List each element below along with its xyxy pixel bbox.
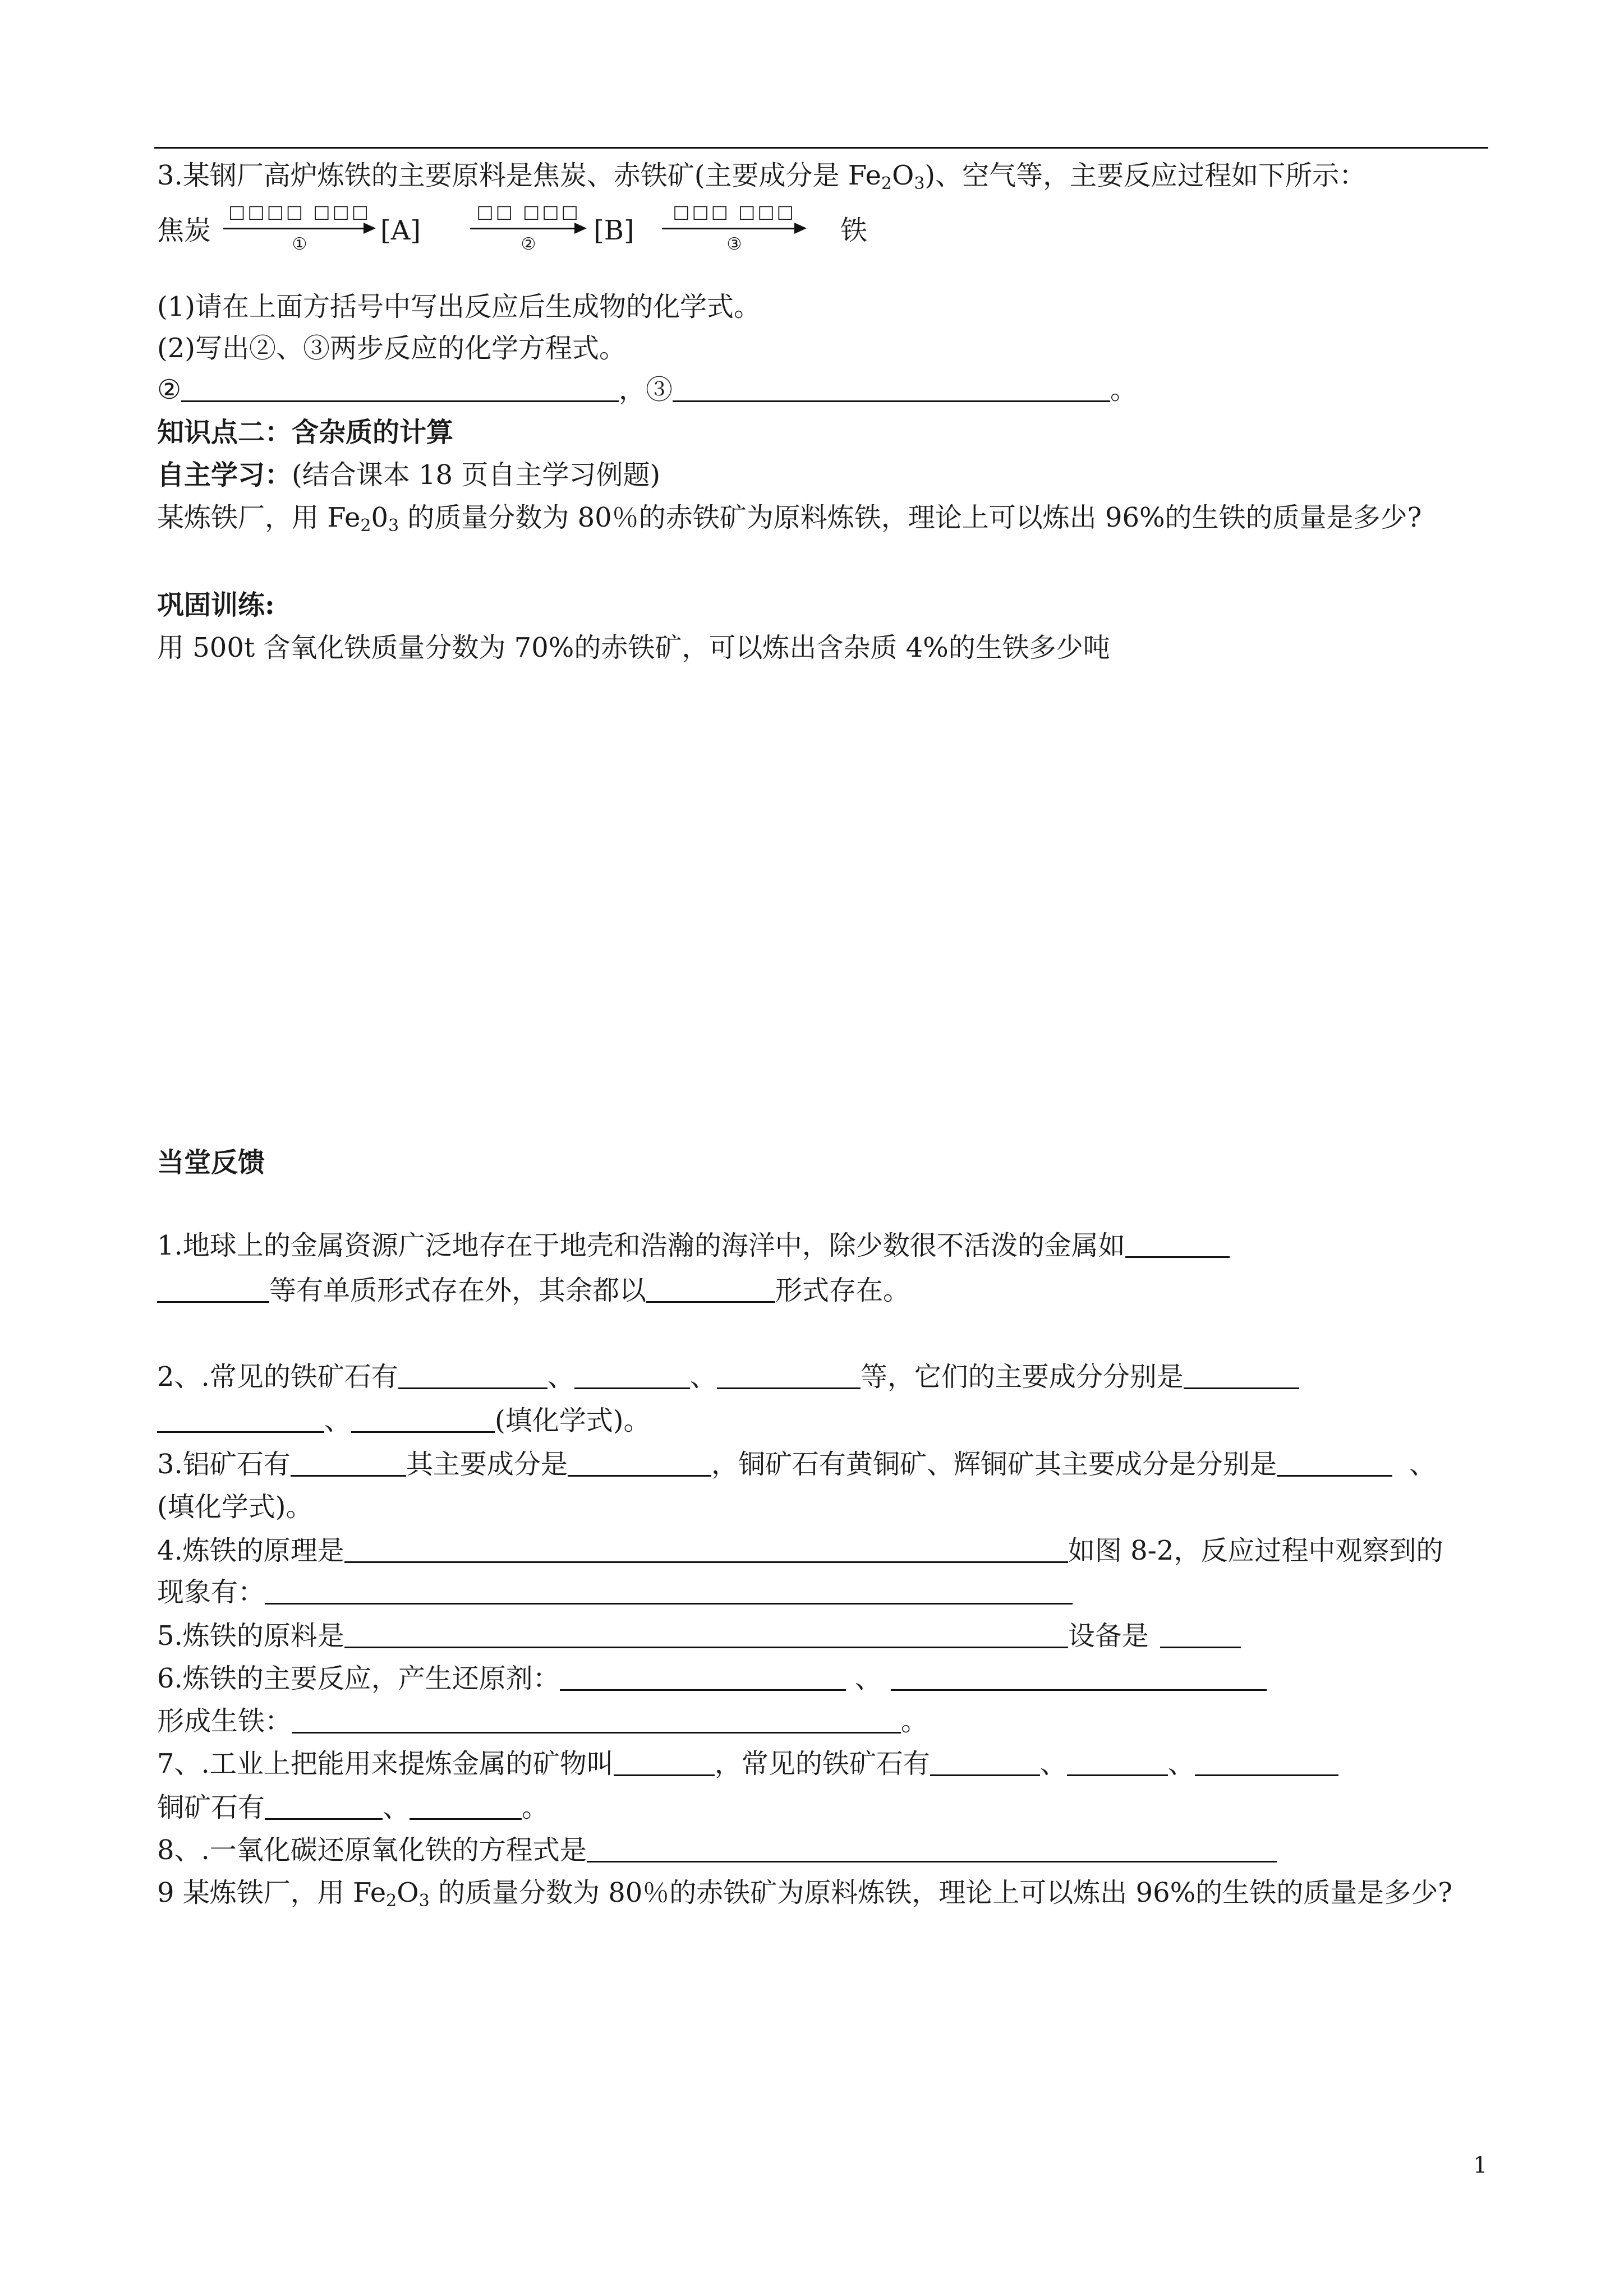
consolidate-heading: 巩固训练: (157, 589, 275, 621)
fb-q2-line1: 2、.常见的铁矿石有 、 、 等，它们的主要成分分别是 (157, 1359, 1299, 1394)
q3-sub2: (2)写出②、③两步反应的化学方程式。 (157, 333, 626, 364)
fb-q3-blank-1[interactable] (291, 1447, 406, 1477)
arrow-head-icon (794, 223, 807, 234)
page-number: 1 (1473, 2152, 1488, 2178)
example-question: 某炼铁厂，用 $Fe_20_3$ 的质量分数为 80％的赤铁矿为原料炼铁，理论上可以炼出 96%的生铁的质量是多少? (157, 502, 1422, 536)
exercise-text: 用 500t 含氧化铁质量分数为 70%的赤铁矿，可以炼出含杂质 4%的生铁多少吨 (157, 632, 1110, 663)
arrow-3 (662, 201, 807, 254)
fb-q3-blank-3[interactable] (1277, 1447, 1392, 1477)
fb-q6-blank-3[interactable] (292, 1704, 901, 1733)
arrow-1 (223, 201, 376, 254)
fb-q7-blank-5[interactable] (265, 1790, 383, 1820)
fb-q2-blank-3[interactable] (717, 1359, 861, 1389)
fb-q5-blank-1[interactable] (344, 1619, 1068, 1648)
fb-q8-blank-1[interactable] (587, 1833, 1277, 1862)
fb-q1-blank-1[interactable] (1125, 1228, 1230, 1258)
fb-q4-line2: 现象有： (157, 1575, 1073, 1610)
fb-q5: 5.炼铁的原料是 设备是 (157, 1619, 1241, 1653)
fb-q7-line1: 7、.工业上把能用来提炼金属的矿物叫 ，常见的铁矿石有 、 、 (157, 1746, 1338, 1781)
q3-stem: 3.某钢厂高炉炼铁的主要原料是焦炭、赤铁矿(主要成分是 $Fe_2O_3$)、空气等，主要反应过程如下所示： (157, 160, 1367, 193)
arrow-2-number: ② (521, 234, 536, 254)
fb-q2-blank-5[interactable] (157, 1403, 324, 1433)
fb-q2-line2: 、 (填化学式)。 (157, 1403, 650, 1438)
arrow-2 (470, 201, 587, 254)
fb-q6-blank-1[interactable] (560, 1661, 846, 1691)
fb-q3-line1: 3.铝矿石有 其主要成分是 ，铜矿石有黄铜矿、辉铜矿其主要成分是分别是 、 (157, 1447, 1436, 1482)
arrow-1-label: □□□□ □□□ (228, 201, 371, 222)
fb-q2-blank-2[interactable] (574, 1359, 690, 1389)
chain-start: 焦炭 (157, 215, 211, 246)
fb-q1-blank-2[interactable] (157, 1273, 269, 1303)
q3-sub1: (1)请在上面方括号中写出反应后生成物的化学式。 (157, 291, 761, 322)
q3-answer-line: ② ，③ 。 (157, 372, 1137, 407)
fb-q2-blank-4[interactable] (1184, 1359, 1299, 1389)
fb-q6-line1: 6.炼铁的主要反应，产生还原剂： 、 (157, 1661, 1267, 1696)
fb-q7-line2: 铜矿石有 、 。 (157, 1790, 549, 1825)
fb-q1-line1: 1.地球上的金属资源广泛地存在于地壳和浩瀚的海洋中，除少数很不活泼的金属如 (157, 1228, 1230, 1263)
fb-q6-line2: 形成生铁： 。 (157, 1704, 928, 1739)
arrow-1-number: ① (292, 234, 307, 254)
chain-b: [B] (594, 215, 634, 246)
fb-q5-blank-2[interactable] (1160, 1619, 1241, 1648)
fb-q7-blank-6[interactable] (410, 1790, 522, 1820)
kp2-heading: 知识点二：含杂质的计算 (157, 417, 454, 448)
fb-q4-line1: 4.炼铁的原理是 如图 8-2，反应过程中观察到的 (157, 1533, 1443, 1568)
fb-q7-blank-1[interactable] (614, 1746, 715, 1776)
fb-q3-blank-2[interactable] (568, 1447, 711, 1477)
feedback-heading: 当堂反馈 (157, 1147, 265, 1178)
fb-q4-blank-1[interactable] (344, 1533, 1068, 1563)
fb-q2-blank-6[interactable] (351, 1403, 495, 1433)
fb-q1-blank-3[interactable] (646, 1273, 775, 1303)
fb-q7-blank-3[interactable] (1067, 1746, 1168, 1776)
answer-blank-3[interactable] (673, 372, 1110, 402)
fb-q1-line2: 等有单质形式存在外，其余都以 形式存在。 (157, 1273, 910, 1308)
answer-blank-2[interactable] (181, 372, 619, 402)
arrow-3-number: ③ (726, 234, 742, 254)
fb-q4-blank-2[interactable] (265, 1575, 1073, 1605)
chain-a: [A] (380, 215, 421, 246)
fb-q7-blank-4[interactable] (1195, 1746, 1338, 1776)
self-study-line: 自主学习：(结合课本 18 页自主学习例题) (157, 459, 661, 491)
arrow-head-icon (364, 223, 376, 234)
arrow-3-label: □□□ □□□ (673, 201, 796, 222)
fb-q2-blank-1[interactable] (398, 1359, 548, 1389)
arrow-2-label: □□ □□□ (476, 201, 581, 222)
fb-q8: 8、.一氧化碳还原氧化铁的方程式是 (157, 1833, 1277, 1868)
fb-q6-blank-2[interactable] (891, 1661, 1267, 1691)
chain-end: 铁 (840, 215, 868, 246)
header-rule (154, 147, 1488, 149)
arrow-head-icon (574, 223, 587, 234)
fb-q9: 9 某炼铁厂，用 $Fe_2O_3$ 的质量分数为 80％的赤铁矿为原料炼铁，理论上可以炼出 96%的生铁的质量是多少? (157, 1877, 1452, 1911)
fb-q3-line2: (填化学式)。 (157, 1491, 313, 1523)
fb-q7-blank-2[interactable] (930, 1746, 1040, 1776)
